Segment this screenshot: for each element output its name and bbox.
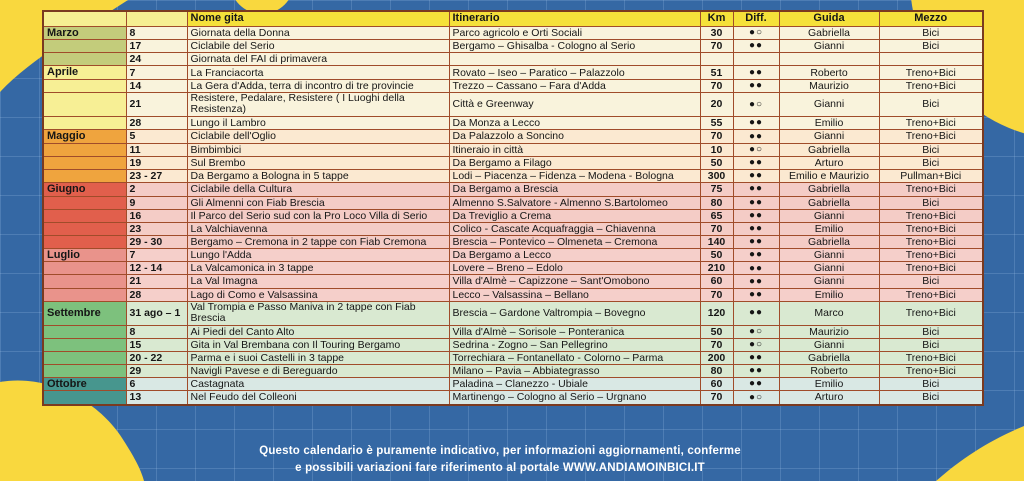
km-cell: 70 xyxy=(700,130,733,144)
header-mezzo: Mezzo xyxy=(879,11,983,26)
trip-name-cell: La Franciacorta xyxy=(187,66,449,80)
month-cell: Settembre xyxy=(43,301,126,325)
table-row xyxy=(43,79,983,92)
calendar-table-body xyxy=(43,26,983,405)
day-cell: 28 xyxy=(126,116,187,129)
transport-cell: Treno+Bici xyxy=(879,248,983,262)
day-cell: 21 xyxy=(126,92,187,116)
guide-cell xyxy=(779,53,879,66)
transport-cell: Bici xyxy=(879,143,983,156)
itinerary-cell: Lodi – Piacenza – Fidenza – Modena - Bologna xyxy=(449,169,700,182)
month-cell: Marzo xyxy=(43,26,126,40)
transport-cell: Treno+Bici xyxy=(879,116,983,129)
transport-cell: Bici xyxy=(879,338,983,351)
transport-cell: Treno+Bici xyxy=(879,262,983,275)
month-cell: Giugno xyxy=(43,182,126,196)
km-cell: 70 xyxy=(700,79,733,92)
difficulty-cell: ●● xyxy=(733,196,779,209)
itinerary-cell: Brescia – Pontevico – Olmeneta – Cremona xyxy=(449,235,700,248)
day-cell: 16 xyxy=(126,209,187,222)
table-row xyxy=(43,377,983,391)
trip-name-cell: Bimbimbici xyxy=(187,143,449,156)
month-cell xyxy=(43,351,126,364)
month-cell: Ottobre xyxy=(43,377,126,391)
transport-cell: Treno+Bici xyxy=(879,209,983,222)
transport-cell: Treno+Bici xyxy=(879,66,983,80)
difficulty-cell: ●○ xyxy=(733,26,779,40)
km-cell: 51 xyxy=(700,66,733,80)
km-cell: 70 xyxy=(700,338,733,351)
km-cell: 60 xyxy=(700,377,733,391)
day-cell: 31 ago – 1 xyxy=(126,301,187,325)
itinerary-cell: Rovato – Iseo – Paratico – Palazzolo xyxy=(449,66,700,80)
table-row xyxy=(43,275,983,288)
trip-name-cell: La Gera d'Adda, terra di incontro di tre provincie xyxy=(187,79,449,92)
trip-name-cell: Lungo l'Adda xyxy=(187,248,449,262)
transport-cell: Bici xyxy=(879,377,983,391)
header-nome-gita: Nome gita xyxy=(187,11,449,26)
month-cell: Luglio xyxy=(43,248,126,262)
day-cell: 2 xyxy=(126,182,187,196)
day-cell: 24 xyxy=(126,53,187,66)
difficulty-cell: ●● xyxy=(733,248,779,262)
month-cell xyxy=(43,391,126,405)
itinerary-cell: Paladina – Clanezzo - Ubiale xyxy=(449,377,700,391)
table-row xyxy=(43,143,983,156)
difficulty-cell: ●○ xyxy=(733,391,779,405)
day-cell: 28 xyxy=(126,288,187,301)
guide-cell: Emilio xyxy=(779,222,879,235)
guide-cell: Gianni xyxy=(779,130,879,144)
table-row xyxy=(43,391,983,405)
guide-cell: Gabriella xyxy=(779,351,879,364)
trip-name-cell: Nel Feudo del Colleoni xyxy=(187,391,449,405)
itinerary-cell: Da Monza a Lecco xyxy=(449,116,700,129)
day-cell: 29 xyxy=(126,364,187,377)
difficulty-cell: ●● xyxy=(733,351,779,364)
month-cell xyxy=(43,364,126,377)
table-row xyxy=(43,196,983,209)
itinerary-cell: Villa d'Almè – Sorisole – Ponteranica xyxy=(449,325,700,338)
guide-cell: Arturo xyxy=(779,156,879,169)
table-row xyxy=(43,288,983,301)
trip-name-cell: Da Bergamo a Bologna in 5 tappe xyxy=(187,169,449,182)
trip-name-cell: La Val Imagna xyxy=(187,275,449,288)
guide-cell: Emilio xyxy=(779,116,879,129)
day-cell: 7 xyxy=(126,66,187,80)
month-cell xyxy=(43,262,126,275)
km-cell: 300 xyxy=(700,169,733,182)
difficulty-cell: ●● xyxy=(733,377,779,391)
header-itinerario: Itinerario xyxy=(449,11,700,26)
transport-cell: Bici xyxy=(879,391,983,405)
cycling-calendar xyxy=(42,10,984,406)
km-cell: 120 xyxy=(700,301,733,325)
month-cell xyxy=(43,169,126,182)
header-diff: Diff. xyxy=(733,11,779,26)
difficulty-cell: ●○ xyxy=(733,325,779,338)
transport-cell: Treno+Bici xyxy=(879,288,983,301)
transport-cell xyxy=(879,53,983,66)
footer-note xyxy=(0,443,1000,477)
difficulty-cell: ●● xyxy=(733,156,779,169)
month-cell xyxy=(43,156,126,169)
difficulty-cell: ●● xyxy=(733,364,779,377)
table-row xyxy=(43,40,983,53)
transport-cell: Treno+Bici xyxy=(879,130,983,144)
itinerary-cell: Da Treviglio a Crema xyxy=(449,209,700,222)
km-cell xyxy=(700,53,733,66)
difficulty-cell: ●● xyxy=(733,169,779,182)
itinerary-cell: Da Bergamo a Filago xyxy=(449,156,700,169)
itinerary-cell: Città e Greenway xyxy=(449,92,700,116)
km-cell: 200 xyxy=(700,351,733,364)
month-cell xyxy=(43,53,126,66)
month-cell xyxy=(43,116,126,129)
header-month xyxy=(43,11,126,26)
itinerary-cell xyxy=(449,53,700,66)
transport-cell: Bici xyxy=(879,156,983,169)
km-cell: 75 xyxy=(700,182,733,196)
difficulty-cell: ●● xyxy=(733,222,779,235)
month-cell xyxy=(43,143,126,156)
guide-cell: Gianni xyxy=(779,262,879,275)
table-row xyxy=(43,182,983,196)
transport-cell: Bici xyxy=(879,26,983,40)
transport-cell: Bici xyxy=(879,325,983,338)
guide-cell: Emilio xyxy=(779,288,879,301)
calendar-table xyxy=(42,10,984,406)
day-cell: 20 - 22 xyxy=(126,351,187,364)
month-cell xyxy=(43,288,126,301)
difficulty-cell: ●● xyxy=(733,182,779,196)
guide-cell: Gabriella xyxy=(779,182,879,196)
footer-line-1: Questo calendario è puramente indicativo, per informazioni aggiornamenti, conferme xyxy=(259,445,741,457)
transport-cell: Bici xyxy=(879,40,983,53)
month-cell xyxy=(43,196,126,209)
itinerary-cell: Bergamo – Ghisalba - Cologno al Serio xyxy=(449,40,700,53)
trip-name-cell: Il Parco del Serio sud con la Pro Loco Villa di Serio xyxy=(187,209,449,222)
km-cell: 10 xyxy=(700,143,733,156)
day-cell: 21 xyxy=(126,275,187,288)
itinerary-cell: Villa d'Almè – Capizzone – Sant'Omobono xyxy=(449,275,700,288)
difficulty-cell: ●● xyxy=(733,235,779,248)
table-row xyxy=(43,364,983,377)
guide-cell: Emilio xyxy=(779,377,879,391)
table-row xyxy=(43,26,983,40)
transport-cell: Treno+Bici xyxy=(879,235,983,248)
month-cell xyxy=(43,338,126,351)
day-cell: 14 xyxy=(126,79,187,92)
difficulty-cell: ●● xyxy=(733,66,779,80)
trip-name-cell: Lago di Como e Valsassina xyxy=(187,288,449,301)
header-km: Km xyxy=(700,11,733,26)
km-cell: 70 xyxy=(700,40,733,53)
itinerary-cell: Lovere – Breno – Edolo xyxy=(449,262,700,275)
month-cell xyxy=(43,92,126,116)
month-cell xyxy=(43,222,126,235)
table-row xyxy=(43,53,983,66)
km-cell: 60 xyxy=(700,275,733,288)
itinerary-cell: Milano – Pavia – Abbiategrasso xyxy=(449,364,700,377)
km-cell: 80 xyxy=(700,364,733,377)
guide-cell: Maurizio xyxy=(779,79,879,92)
difficulty-cell: ●○ xyxy=(733,92,779,116)
itinerary-cell: Colico - Cascate Acquafraggia – Chiavenna xyxy=(449,222,700,235)
km-cell: 70 xyxy=(700,222,733,235)
day-cell: 17 xyxy=(126,40,187,53)
table-row xyxy=(43,92,983,116)
month-cell xyxy=(43,325,126,338)
difficulty-cell: ●● xyxy=(733,130,779,144)
km-cell: 50 xyxy=(700,156,733,169)
table-row xyxy=(43,325,983,338)
table-row xyxy=(43,116,983,129)
trip-name-cell: Parma e i suoi Castelli in 3 tappe xyxy=(187,351,449,364)
transport-cell: Treno+Bici xyxy=(879,222,983,235)
itinerary-cell: Trezzo – Cassano – Fara d'Adda xyxy=(449,79,700,92)
km-cell: 210 xyxy=(700,262,733,275)
transport-cell: Treno+Bici xyxy=(879,182,983,196)
table-row xyxy=(43,222,983,235)
trip-name-cell: La Valcamonica in 3 tappe xyxy=(187,262,449,275)
km-cell: 65 xyxy=(700,209,733,222)
trip-name-cell: Bergamo – Cremona in 2 tappe con Fiab Cremona xyxy=(187,235,449,248)
trip-name-cell: Val Trompia e Passo Maniva in 2 tappe con Fiab Brescia xyxy=(187,301,449,325)
difficulty-cell: ●● xyxy=(733,275,779,288)
header-row xyxy=(43,11,983,26)
day-cell: 12 - 14 xyxy=(126,262,187,275)
day-cell: 7 xyxy=(126,248,187,262)
guide-cell: Gabriella xyxy=(779,26,879,40)
km-cell: 20 xyxy=(700,92,733,116)
itinerary-cell: Torrechiara – Fontanellato - Colorno – Parma xyxy=(449,351,700,364)
trip-name-cell: Ciclabile del Serio xyxy=(187,40,449,53)
guide-cell: Gianni xyxy=(779,248,879,262)
itinerary-cell: Martinengo – Cologno al Serio – Urgnano xyxy=(449,391,700,405)
difficulty-cell: ●● xyxy=(733,79,779,92)
trip-name-cell: Gita in Val Brembana con Il Touring Bergamo xyxy=(187,338,449,351)
day-cell: 8 xyxy=(126,26,187,40)
table-row xyxy=(43,66,983,80)
trip-name-cell: Gli Almenni con Fiab Brescia xyxy=(187,196,449,209)
itinerary-cell: Almenno S.Salvatore - Almenno S.Bartolomeo xyxy=(449,196,700,209)
month-cell xyxy=(43,79,126,92)
transport-cell: Pullman+Bici xyxy=(879,169,983,182)
guide-cell: Marco xyxy=(779,301,879,325)
guide-cell: Roberto xyxy=(779,66,879,80)
trip-name-cell: Ai Piedi del Canto Alto xyxy=(187,325,449,338)
trip-name-cell: Giornata del FAI di primavera xyxy=(187,53,449,66)
km-cell: 50 xyxy=(700,248,733,262)
header-guida: Guida xyxy=(779,11,879,26)
itinerary-cell: Da Bergamo a Lecco xyxy=(449,248,700,262)
transport-cell: Bici xyxy=(879,92,983,116)
transport-cell: Treno+Bici xyxy=(879,351,983,364)
header-day xyxy=(126,11,187,26)
table-row xyxy=(43,235,983,248)
month-cell xyxy=(43,235,126,248)
table-row xyxy=(43,338,983,351)
transport-cell: Bici xyxy=(879,275,983,288)
km-cell: 55 xyxy=(700,116,733,129)
guide-cell: Gianni xyxy=(779,275,879,288)
footer-line-2: e possibili variazioni fare riferimento al portale WWW.ANDIAMOINBICI.IT xyxy=(295,462,705,474)
day-cell: 11 xyxy=(126,143,187,156)
itinerary-cell: Da Bergamo a Brescia xyxy=(449,182,700,196)
itinerary-cell: Brescia – Gardone Valtrompia – Bovegno xyxy=(449,301,700,325)
itinerary-cell: Lecco – Valsassina – Bellano xyxy=(449,288,700,301)
km-cell: 70 xyxy=(700,288,733,301)
month-cell: Aprile xyxy=(43,66,126,80)
trip-name-cell: Navigli Pavese e di Bereguardo xyxy=(187,364,449,377)
transport-cell: Bici xyxy=(879,196,983,209)
table-row xyxy=(43,248,983,262)
table-row xyxy=(43,351,983,364)
table-row xyxy=(43,169,983,182)
guide-cell: Gianni xyxy=(779,209,879,222)
guide-cell: Maurizio xyxy=(779,325,879,338)
trip-name-cell: Ciclabile dell'Oglio xyxy=(187,130,449,144)
itinerary-cell: Itineraio in città xyxy=(449,143,700,156)
difficulty-cell: ●● xyxy=(733,262,779,275)
guide-cell: Gianni xyxy=(779,40,879,53)
guide-cell: Arturo xyxy=(779,391,879,405)
table-row xyxy=(43,301,983,325)
trip-name-cell: Castagnata xyxy=(187,377,449,391)
difficulty-cell: ●● xyxy=(733,40,779,53)
transport-cell: Treno+Bici xyxy=(879,79,983,92)
month-cell xyxy=(43,40,126,53)
guide-cell: Gabriella xyxy=(779,143,879,156)
day-cell: 6 xyxy=(126,377,187,391)
guide-cell: Gianni xyxy=(779,92,879,116)
day-cell: 29 - 30 xyxy=(126,235,187,248)
trip-name-cell: La Valchiavenna xyxy=(187,222,449,235)
itinerary-cell: Parco agricolo e Orti Sociali xyxy=(449,26,700,40)
km-cell: 50 xyxy=(700,325,733,338)
table-row xyxy=(43,130,983,144)
km-cell: 30 xyxy=(700,26,733,40)
guide-cell: Gianni xyxy=(779,338,879,351)
km-cell: 80 xyxy=(700,196,733,209)
day-cell: 5 xyxy=(126,130,187,144)
day-cell: 19 xyxy=(126,156,187,169)
itinerary-cell: Da Palazzolo a Soncino xyxy=(449,130,700,144)
guide-cell: Gabriella xyxy=(779,196,879,209)
transport-cell: Treno+Bici xyxy=(879,301,983,325)
guide-cell: Gabriella xyxy=(779,235,879,248)
day-cell: 8 xyxy=(126,325,187,338)
itinerary-cell: Sedrina - Zogno – San Pellegrino xyxy=(449,338,700,351)
difficulty-cell: ●● xyxy=(733,209,779,222)
day-cell: 23 xyxy=(126,222,187,235)
km-cell: 70 xyxy=(700,391,733,405)
month-cell xyxy=(43,275,126,288)
day-cell: 13 xyxy=(126,391,187,405)
difficulty-cell: ●● xyxy=(733,288,779,301)
difficulty-cell: ●● xyxy=(733,301,779,325)
difficulty-cell: ●○ xyxy=(733,338,779,351)
day-cell: 9 xyxy=(126,196,187,209)
month-cell: Maggio xyxy=(43,130,126,144)
trip-name-cell: Lungo il Lambro xyxy=(187,116,449,129)
month-cell xyxy=(43,209,126,222)
guide-cell: Emilio e Maurizio xyxy=(779,169,879,182)
km-cell: 140 xyxy=(700,235,733,248)
table-row xyxy=(43,262,983,275)
day-cell: 23 - 27 xyxy=(126,169,187,182)
trip-name-cell: Giornata della Donna xyxy=(187,26,449,40)
transport-cell: Treno+Bici xyxy=(879,364,983,377)
guide-cell: Roberto xyxy=(779,364,879,377)
table-row xyxy=(43,156,983,169)
difficulty-cell: ●○ xyxy=(733,143,779,156)
difficulty-cell xyxy=(733,53,779,66)
day-cell: 15 xyxy=(126,338,187,351)
table-row xyxy=(43,209,983,222)
trip-name-cell: Sul Brembo xyxy=(187,156,449,169)
trip-name-cell: Resistere, Pedalare, Resistere ( I Luoghi della Resistenza) xyxy=(187,92,449,116)
difficulty-cell: ●● xyxy=(733,116,779,129)
trip-name-cell: Ciclabile della Cultura xyxy=(187,182,449,196)
